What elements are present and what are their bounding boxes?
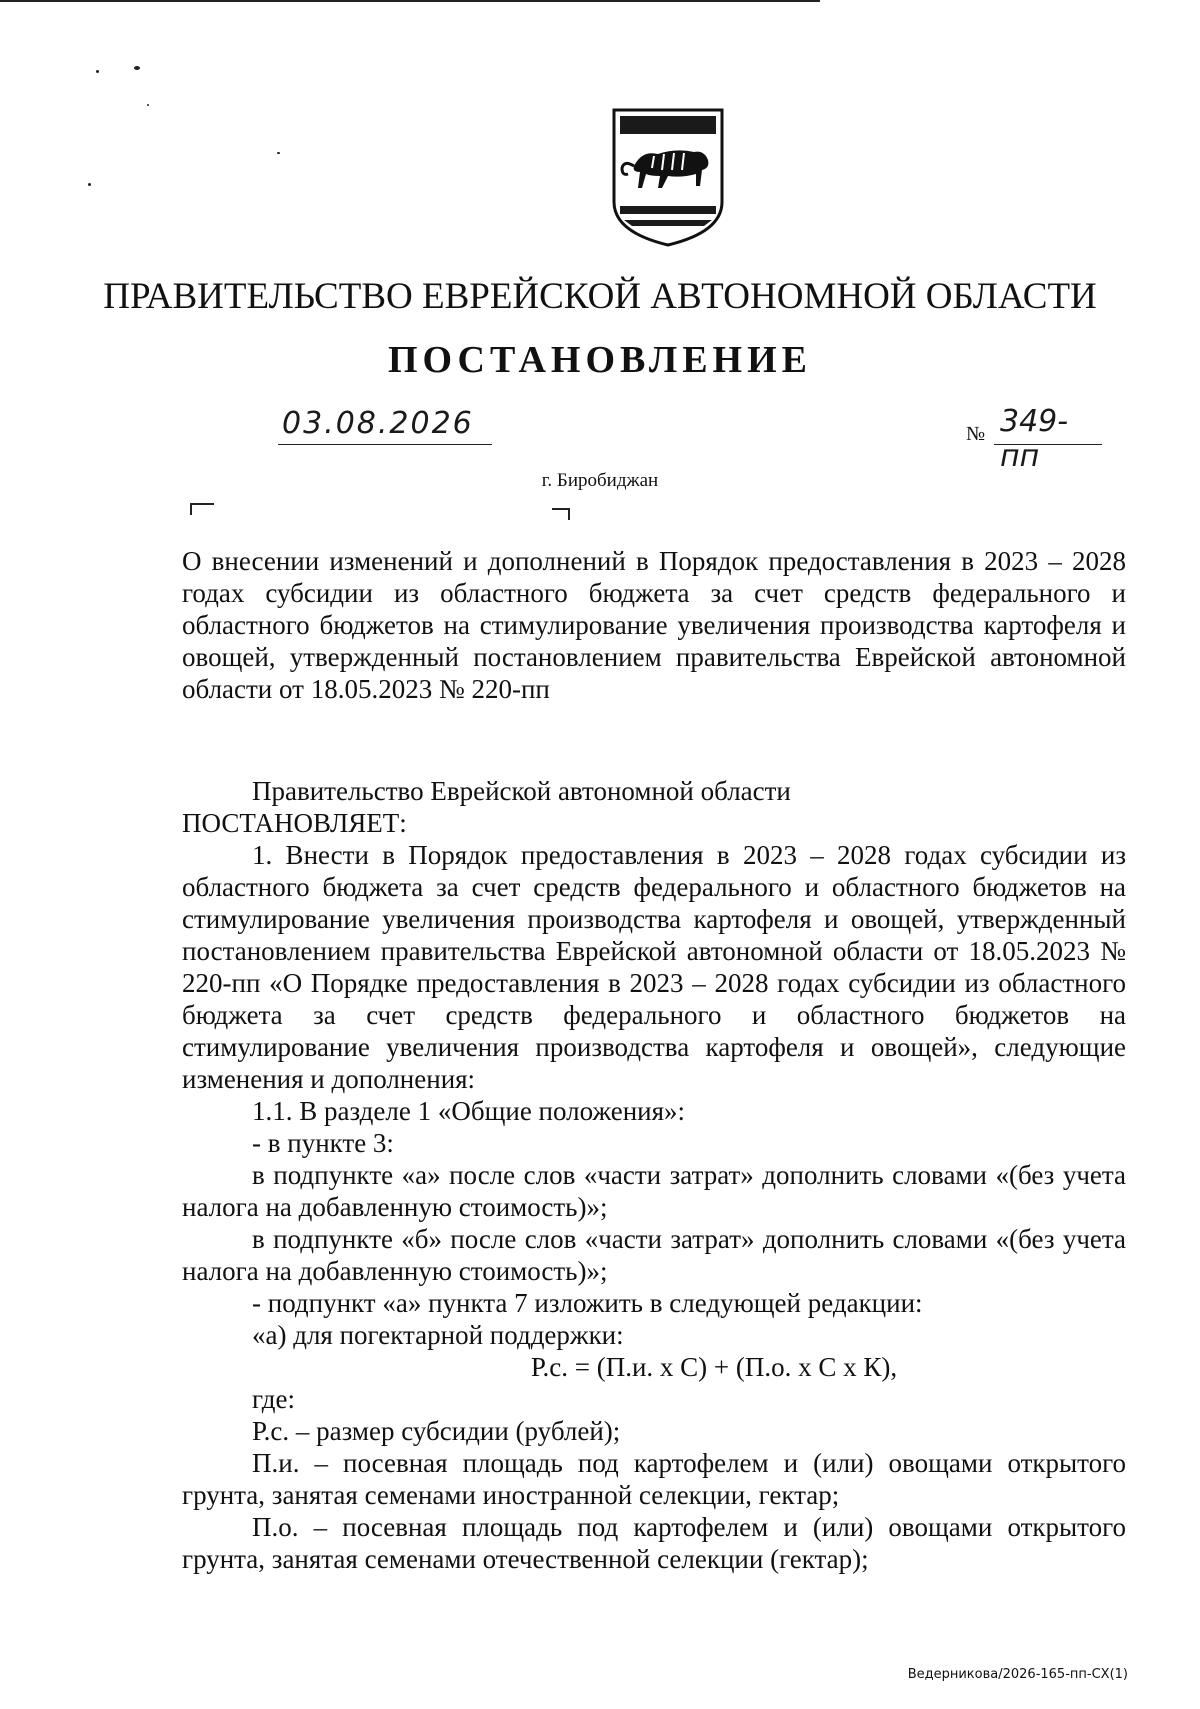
paragraph: в подпункте «б» после слов «части затрат» дополнить словами «(без учета налога на добавленную стоимость)»; <box>182 1224 1126 1286</box>
scan-speck <box>147 104 149 106</box>
document-body <box>182 775 1126 1575</box>
title-corner-mark-right <box>552 508 570 520</box>
scan-speck <box>88 183 91 186</box>
organization-name: ПРАВИТЕЛЬСТВО ЕВРЕЙСКОЙ АВТОНОМНОЙ ОБЛАСТИ <box>103 276 1097 317</box>
paragraph: 1.1. В разделе 1 «Общие положения»: <box>252 1096 686 1126</box>
scan-speck <box>134 66 140 70</box>
paragraph: Р.с. – размер субсидии (рублей); <box>252 1416 621 1446</box>
number-field <box>994 404 1102 474</box>
paragraph: - в пункте 3: <box>252 1128 394 1158</box>
paragraph: где: <box>252 1384 295 1414</box>
document-type: ПОСТАНОВЛЕНИЕ <box>387 339 813 381</box>
formula: Р.с. = (П.и. x С) + (П.о. x С x К), <box>530 1352 898 1382</box>
number-label: № <box>966 423 986 445</box>
paragraph: - подпункт «а» пункта 7 изложить в следующей редакции: <box>252 1288 923 1318</box>
city-name: г. Биробиджан <box>541 470 659 491</box>
paragraph: Правительство Еврейской автономной области <box>252 776 791 806</box>
footer-code: Ведерникова/2026-165-пп-СХ(1) <box>907 1667 1128 1682</box>
paragraph: П.и. – посевная площадь под картофелем и (или) овощами открытого грунта, занятая семенами иностранной селекции, гектар; <box>182 1448 1126 1510</box>
scan-speck <box>96 70 99 73</box>
scan-edge-line <box>0 0 820 2</box>
document-title: О внесении изменений и дополнений в Порядок предоставления в 2023 – 2028 годах субсидии из областного бюджета за счет средств федерального и областного бюджетов на стимулирование увеличения производства картофеля и овощей, утвержденный постановлением правительства Еврейской автономной области от 18.05.2023 № 220-пп <box>182 546 1126 704</box>
paragraph: «а) для погектарной поддержки: <box>252 1320 624 1350</box>
paragraph: в подпункте «а» после слов «части затрат» дополнить словами «(без учета налога на добавленную стоимость)»; <box>182 1160 1126 1222</box>
paragraph: 1. Внести в Порядок предоставления в 2023 – 2028 годах субсидии из областного бюджета за счет средств федерального и областного бюджетов на стимулирование увеличения производства картофеля и овощей, утвержденный постановлением правительства Еврейской автономной области от 18.05.2023 № 220-пп «О Порядке предоставления в 2023 – 2028 годах субсидии из областного бюджета за счет средств федерального и областного бюджетов на стимулирование увеличения производства картофеля и овощей», следующие изменения и дополнения: <box>182 840 1126 1094</box>
handwritten-date: 03.08.2026 <box>282 406 474 441</box>
paragraph: П.о. – посевная площадь под картофелем и (или) овощами открытого грунта, занятая семенами отечественной селекции (гектар); <box>182 1512 1126 1574</box>
handwritten-number: 349-пп <box>1000 404 1069 474</box>
coat-of-arms-tiger-icon <box>606 106 730 249</box>
paragraph: ПОСТАНОВЛЯЕТ: <box>182 808 407 838</box>
title-corner-mark-left <box>190 503 214 515</box>
scan-speck <box>277 152 280 154</box>
date-field <box>278 404 492 445</box>
